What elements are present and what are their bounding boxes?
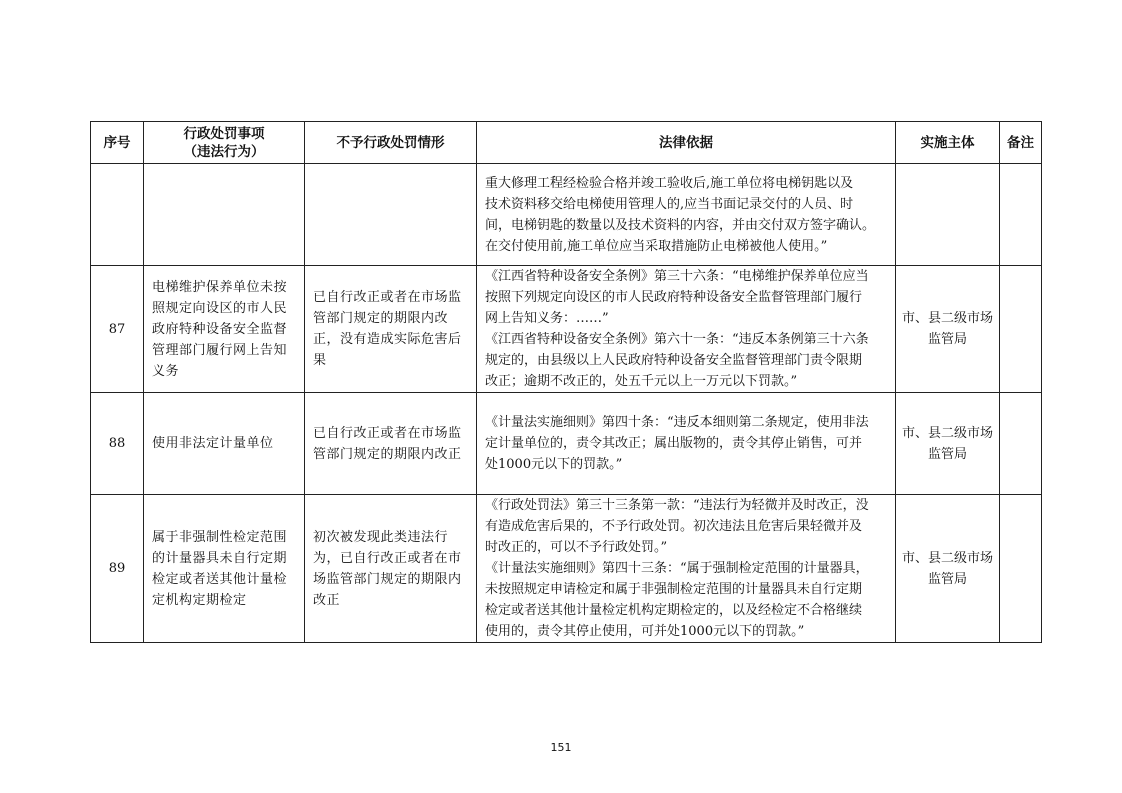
penalty-table — [90, 121, 1042, 643]
law-line: 按照下列规定向设区的市人民政府特种设备安全监督管理部门履行 — [485, 290, 863, 305]
header-body: 实施主体 — [896, 122, 1000, 164]
law-line: 《江西省特种设备安全条例》第六十一条：“违反本条例第三十六条 — [485, 332, 869, 347]
table-row — [91, 495, 1042, 643]
cell-law — [477, 164, 896, 266]
cell-note — [1000, 393, 1042, 495]
table-row — [91, 393, 1042, 495]
law-line: 《行政处罚法》第三十三条第一款：“违法行为轻微并及时改正，没 — [485, 498, 869, 513]
cell-none — [305, 164, 477, 266]
header-item — [144, 122, 305, 164]
page-number: 151 — [550, 741, 572, 754]
cell-none: 已自行改正或者在市场监管部门规定的期限内改正 — [305, 393, 477, 495]
cell-item — [144, 164, 305, 266]
law-line: 《计量法实施细则》第四十三条：“属于强制检定范围的计量器具， — [485, 561, 869, 576]
law-line: 未按照规定申请检定和属于非强制检定范围的计量器具未自行定期 — [485, 582, 863, 597]
cell-law — [477, 266, 896, 393]
header-no: 序号 — [91, 122, 144, 164]
table-header-row — [91, 122, 1042, 164]
law-line: 重大修理工程经检验合格并竣工验收后,施工单位将电梯钥匙以及 — [485, 175, 854, 191]
cell-body: 市、县二级市场监管局 — [896, 495, 1000, 643]
cell-no: 89 — [91, 495, 144, 643]
law-line: 时改正的，可以不予行政处罚。” — [485, 540, 668, 555]
cell-item: 使用非法定计量单位 — [144, 393, 305, 495]
law-line: 定计量单位的，责令其改正；属出版物的，责令其停止销售，可并 — [485, 436, 863, 451]
law-line: 使用的，责令其停止使用，可并处1000元以下的罚款。” — [485, 624, 805, 639]
law-line: 检定或者送其他计量检定机构定期检定的，以及经检定不合格继续 — [485, 603, 863, 618]
cell-note — [1000, 266, 1042, 393]
cell-law — [477, 495, 896, 643]
table-row — [91, 164, 1042, 266]
cell-note — [1000, 164, 1042, 266]
law-line: 规定的，由县级以上人民政府特种设备安全监督管理部门责令限期 — [485, 353, 863, 368]
header-item-line2: （违法行为） — [183, 143, 265, 160]
cell-body: 市、县二级市场监管局 — [896, 266, 1000, 393]
law-line: 处1000元以下的罚款。” — [485, 457, 623, 472]
cell-body — [896, 164, 1000, 266]
cell-law — [477, 393, 896, 495]
law-line: 有造成危害后果的，不予行政处罚。初次违法且危害后果轻微并及 — [485, 519, 863, 534]
law-line: 间，电梯钥匙的数量以及技术资料的内容，并由交付双方签字确认。 — [485, 217, 876, 233]
header-item-line1: 行政处罚事项 — [183, 125, 265, 142]
law-line: 《计量法实施细则》第四十条：“违反本细则第二条规定，使用非法 — [485, 415, 869, 430]
law-line: 网上告知义务：……” — [485, 311, 609, 326]
cell-none: 已自行改正或者在市场监管部门规定的期限内改正，没有造成实际危害后果 — [305, 266, 477, 393]
cell-none: 初次被发现此类违法行为，已自行改正或者在市场监管部门规定的期限内改正 — [305, 495, 477, 643]
cell-no: 88 — [91, 393, 144, 495]
cell-no — [91, 164, 144, 266]
cell-item: 属于非强制性检定范围的计量器具未自行定期检定或者送其他计量检定机构定期检定 — [144, 495, 305, 643]
header-none: 不予行政处罚情形 — [305, 122, 477, 164]
cell-body: 市、县二级市场监管局 — [896, 393, 1000, 495]
law-line: 《江西省特种设备安全条例》第三十六条：“电梯维护保养单位应当 — [485, 269, 869, 284]
cell-item: 电梯维护保养单位未按照规定向设区的市人民政府特种设备安全监督管理部门履行网上告知义务 — [144, 266, 305, 393]
table-row — [91, 266, 1042, 393]
law-line: 在交付使用前,施工单位应当采取措施防止电梯被他人使用。” — [485, 238, 828, 254]
law-line: 改正；逾期不改正的，处五千元以上一万元以下罚款。” — [485, 374, 798, 389]
header-law: 法律依据 — [477, 122, 896, 164]
cell-note — [1000, 495, 1042, 643]
cell-no: 87 — [91, 266, 144, 393]
law-line: 技术资料移交给电梯使用管理人的,应当书面记录交付的人员、时 — [485, 196, 854, 212]
header-note: 备注 — [1000, 122, 1042, 164]
